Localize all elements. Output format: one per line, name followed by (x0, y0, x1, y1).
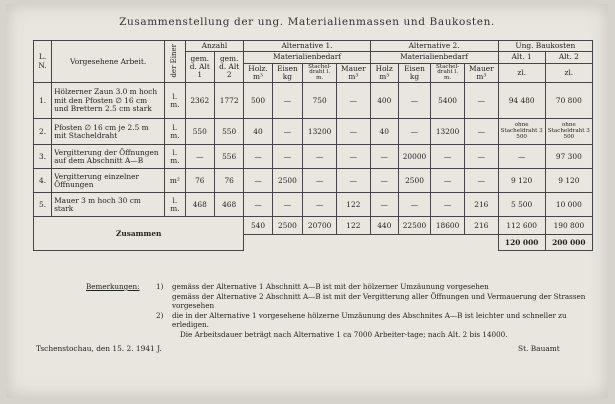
signature-office: St. Bauamt (518, 344, 560, 353)
header-stachel-2: Stachel-draht l. m. (431, 63, 465, 83)
totals-row (34, 217, 593, 235)
cell-holz1: — (244, 145, 272, 169)
header-materialbedarf-1: Materialienbedarf (244, 52, 370, 63)
header-kosten-alt1: Alt. 1 (498, 52, 545, 63)
cell-holz2: — (370, 193, 398, 217)
cell-kosten1: ohne Stacheldraht 3 500 (498, 119, 545, 145)
rounded-kosten1: 120 000 (498, 235, 545, 251)
cell-mauer2: — (465, 145, 499, 169)
header-alt2: Alternative 2. (370, 41, 498, 52)
remark-number: 2) (156, 310, 164, 320)
cell-gem1: 550 (185, 119, 214, 145)
cell-einheit: l. m. (165, 145, 185, 169)
header-einheit (165, 41, 185, 83)
header-ln: L. N. (34, 41, 52, 83)
header-baukosten: Ung. Baukosten (498, 41, 592, 52)
total-holz2: 440 (370, 217, 398, 235)
cell-arbeit: Hölzerner Zaun 3.0 m hoch mit den Pfosten ∅ 16 cm und Brettern 2.5 cm stark (52, 83, 165, 119)
rounded-kosten2: 200 000 (545, 235, 592, 251)
total-eisen1: 2500 (272, 217, 303, 235)
remark-2-text: die in der Alternative 1 vorgesehene hölzerne Umzäunung des Abschnites A—B ist leichter und schneller zu erledigen. (172, 310, 567, 329)
cell-mauer1: — (337, 169, 371, 193)
remark-final: Die Arbeitsdauer beträgt nach Alternative 1 ca 7000 Arbeiter-tage; nach Alt. 2 bis 14000. (180, 329, 508, 339)
header-eisen-2: Eisen kg (398, 63, 430, 83)
empty-cell (244, 235, 498, 251)
totals-label: Zusammen (34, 217, 244, 251)
cell-eisen1: — (272, 193, 303, 217)
cell-kosten2: 97 300 (545, 145, 592, 169)
cell-gem2: 550 (214, 119, 243, 145)
cell-eisen1: 2500 (272, 169, 303, 193)
cell-kosten1: 5 500 (498, 193, 545, 217)
cell-ln: 4. (34, 169, 52, 193)
remark-text (172, 282, 586, 311)
cell-eisen2: 20000 (398, 145, 430, 169)
cell-einheit: l. m. (165, 83, 185, 119)
remarks-items (156, 282, 586, 339)
remark-1b: gemäss der Alternative 2 Abschnitt A—B ist mit der Vergitterung aller Öffnungen und Vermauerung der Strassen vorgesehen (172, 291, 586, 310)
header-alt1: Alternative 1. (244, 41, 370, 52)
cell-mauer1: — (337, 145, 371, 169)
header-eisen-1: Eisen kg (272, 63, 303, 83)
cell-holz1: — (244, 193, 272, 217)
header-mauer-1: Mauer m³ (337, 63, 371, 83)
cell-kosten2: 9 120 (545, 169, 592, 193)
place-date: Tschenstochau, den 15. 2. 1941 J. (36, 344, 162, 353)
cell-mauer2: 216 (465, 193, 499, 217)
cell-gem2: 556 (214, 145, 243, 169)
cell-arbeit: Vergitterung einzelner Öffnungen (52, 169, 165, 193)
cell-gem1: 468 (185, 193, 214, 217)
total-mauer2: 216 (465, 217, 499, 235)
header-anzahl: Anzahl (185, 41, 244, 52)
cell-eisen1: — (272, 83, 303, 119)
cell-arbeit: Mauer 3 m hoch 30 cm stark (52, 193, 165, 217)
cell-stachel1: — (303, 145, 337, 169)
cell-holz1: 40 (244, 119, 272, 145)
cell-holz2: 400 (370, 83, 398, 119)
remark-2 (156, 311, 586, 330)
cell-gem1: — (185, 145, 214, 169)
table-row (34, 145, 593, 169)
cell-eisen2: — (398, 119, 430, 145)
remark-1 (156, 282, 586, 311)
cell-eisen1: — (272, 145, 303, 169)
header-row-1 (34, 41, 593, 52)
header-einheit-text: der Einer (169, 43, 178, 78)
remark-number: 1) (156, 282, 164, 291)
header-kosten-alt2: Alt. 2 (545, 52, 592, 63)
document-page (6, 4, 608, 398)
cost-table (33, 40, 593, 251)
cell-kosten1: 94 480 (498, 83, 545, 119)
header-stachel-1: Stachel-draht l. m. (303, 63, 337, 83)
cell-stachel2: — (431, 193, 465, 217)
table-row (34, 119, 593, 145)
remark-1a: gemäss der Alternative 1 Abschnitt A—B ist mit der hölzerner Umzäunung vorgesehen (172, 282, 489, 291)
total-kosten1: 112 600 (498, 217, 545, 235)
cell-gem2: 76 (214, 169, 243, 193)
header-mauer-2: Mauer m³ (465, 63, 499, 83)
cell-arbeit: Vergitterung der Öffnungen auf dem Abschnitt A—B (52, 145, 165, 169)
cell-stachel1: 13200 (303, 119, 337, 145)
cell-stachel2: — (431, 169, 465, 193)
cell-einheit: m² (165, 169, 185, 193)
cell-kosten2: 70 800 (545, 83, 592, 119)
cell-kosten1: 9 120 (498, 169, 545, 193)
total-stachel2: 18600 (431, 217, 465, 235)
cell-ln: 3. (34, 145, 52, 169)
cell-holz2: — (370, 169, 398, 193)
cell-arbeit: Pfosten ∅ 16 cm je 2.5 m mit Stacheldraht (52, 119, 165, 145)
cell-mauer2: — (465, 169, 499, 193)
header-zl-1: zl. (498, 63, 545, 83)
cell-gem2: 468 (214, 193, 243, 217)
cell-stachel1: — (303, 169, 337, 193)
cell-mauer1: — (337, 83, 371, 119)
cell-holz2: — (370, 145, 398, 169)
cell-kosten2: 10 000 (545, 193, 592, 217)
cell-ln: 2. (34, 119, 52, 145)
cell-eisen2: — (398, 193, 430, 217)
cell-stachel1: 750 (303, 83, 337, 119)
cell-einheit: l. m. (165, 193, 185, 217)
cell-gem1: 2362 (185, 83, 214, 119)
cell-mauer2: — (465, 119, 499, 145)
table-row (34, 169, 593, 193)
cell-kosten1: — (498, 145, 545, 169)
cell-mauer1: 122 (337, 193, 371, 217)
header-gem1: gem. d. Alt 1 (185, 52, 214, 83)
total-kosten2: 190 800 (545, 217, 592, 235)
cell-stachel2: 13200 (431, 119, 465, 145)
cell-kosten2: ohne Stacheldraht 3 500 (545, 119, 592, 145)
header-holz-1: Holz. m³ (244, 63, 272, 83)
cell-stachel2: — (431, 145, 465, 169)
cell-mauer2: — (465, 83, 499, 119)
cell-eisen2: — (398, 83, 430, 119)
cell-gem1: 76 (185, 169, 214, 193)
cell-holz2: 40 (370, 119, 398, 145)
table-row (34, 193, 593, 217)
cell-gem2: 1772 (214, 83, 243, 119)
document-title: Zusammenstellung der ung. Materialienmassen und Baukosten. (119, 16, 495, 28)
header-arbeit: Vorgesehene Arbeit. (52, 41, 165, 83)
total-stachel1: 20700 (303, 217, 337, 235)
header-zl-2: zl. (545, 63, 592, 83)
cell-eisen2: 2500 (398, 169, 430, 193)
cell-stachel1: — (303, 193, 337, 217)
cell-ln: 1. (34, 83, 52, 119)
header-materialbedarf-2: Materialienbedarf (370, 52, 498, 63)
cell-einheit: l. m. (165, 119, 185, 145)
remarks-label: Bemerkungen: (86, 282, 140, 291)
cell-eisen1: — (272, 119, 303, 145)
total-mauer1: 122 (337, 217, 371, 235)
cell-holz1: 500 (244, 83, 272, 119)
table-row (34, 83, 593, 119)
cell-holz1: — (244, 169, 272, 193)
header-holz-2: Holz m³ (370, 63, 398, 83)
total-holz1: 540 (244, 217, 272, 235)
cell-stachel2: 5400 (431, 83, 465, 119)
cell-ln: 5. (34, 193, 52, 217)
total-eisen2: 22500 (398, 217, 430, 235)
cell-mauer1: — (337, 119, 371, 145)
header-gem2: gem. d. Alt 2 (214, 52, 243, 83)
